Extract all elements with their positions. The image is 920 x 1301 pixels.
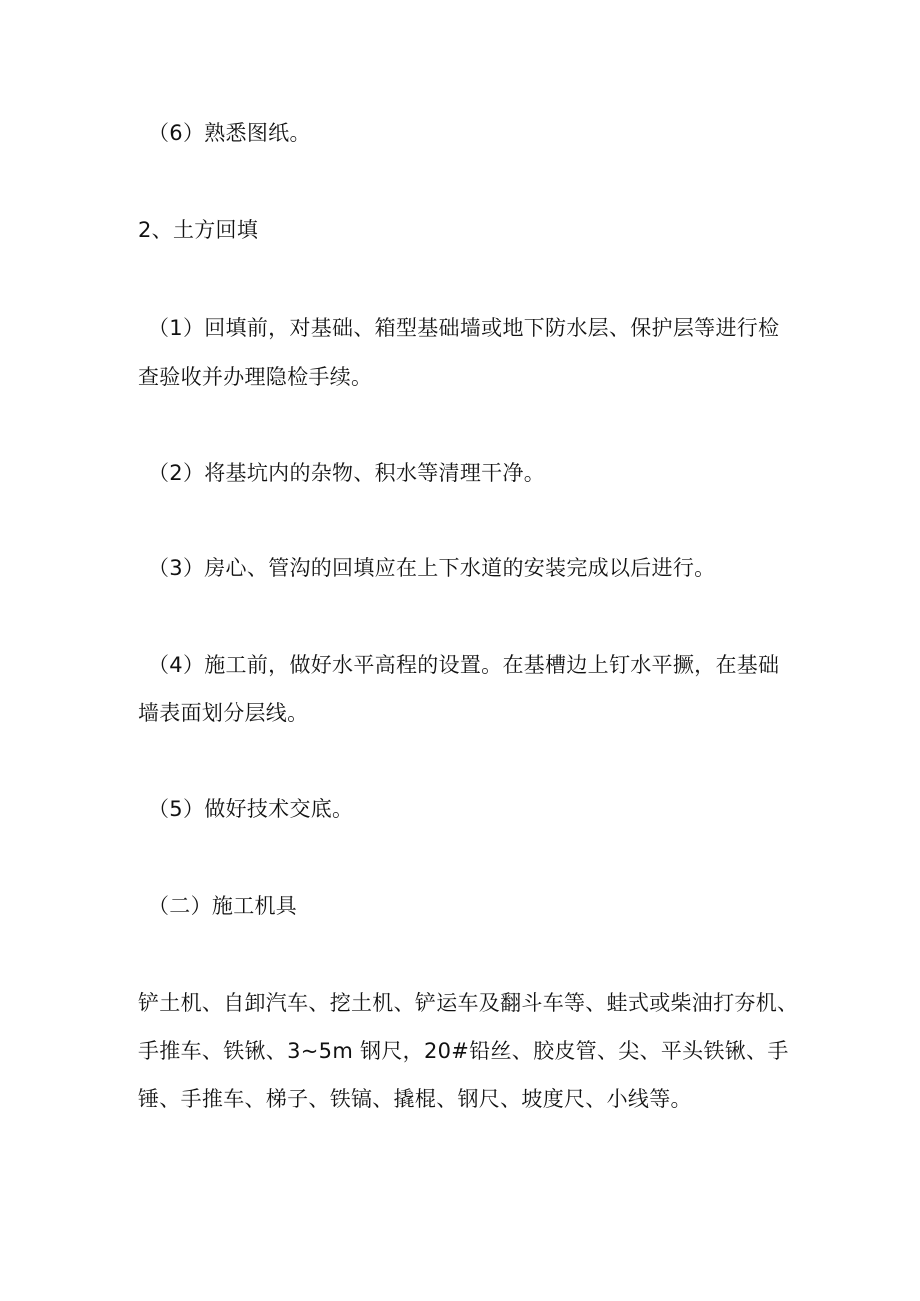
item-5-technical-briefing: （5）做好技术交底。 — [148, 797, 354, 821]
tools-paragraph-line-1: 铲土机、自卸汽车、挖土机、铲运车及翻斗车等、蛙式或柴油打夯机、 — [138, 991, 799, 1015]
tools-paragraph-line-3: 锤、手推车、梯子、铁镐、撬棍、钢尺、坡度尺、小线等。 — [138, 1087, 692, 1111]
item-1-line-1: （1）回填前，对基础、箱型基础墙或地下防水层、保护层等进行检 — [148, 316, 780, 340]
item-3-backfill-timing: （3）房心、管沟的回填应在上下水道的安装完成以后进行。 — [148, 556, 716, 580]
item-2-clean-pit: （2）将基坑内的杂物、积水等清理干净。 — [148, 461, 546, 485]
section-tools-heading: （二）施工机具 — [148, 894, 298, 918]
item-4-line-2: 墙表面划分层线。 — [138, 701, 309, 725]
tools-paragraph-line-2: 手推车、铁锹、3~5m 钢尺，20#铅丝、胶皮管、尖、平头铁锹、手 — [138, 1039, 789, 1063]
section-2-heading: 2、土方回填 — [138, 218, 259, 242]
item-6-familiarize-drawings: （6）熟悉图纸。 — [148, 121, 311, 145]
item-4-line-1: （4）施工前，做好水平高程的设置。在基槽边上钉水平撅，在基础 — [148, 653, 780, 677]
item-1-line-2: 查验收并办理隐检手续。 — [138, 365, 373, 389]
